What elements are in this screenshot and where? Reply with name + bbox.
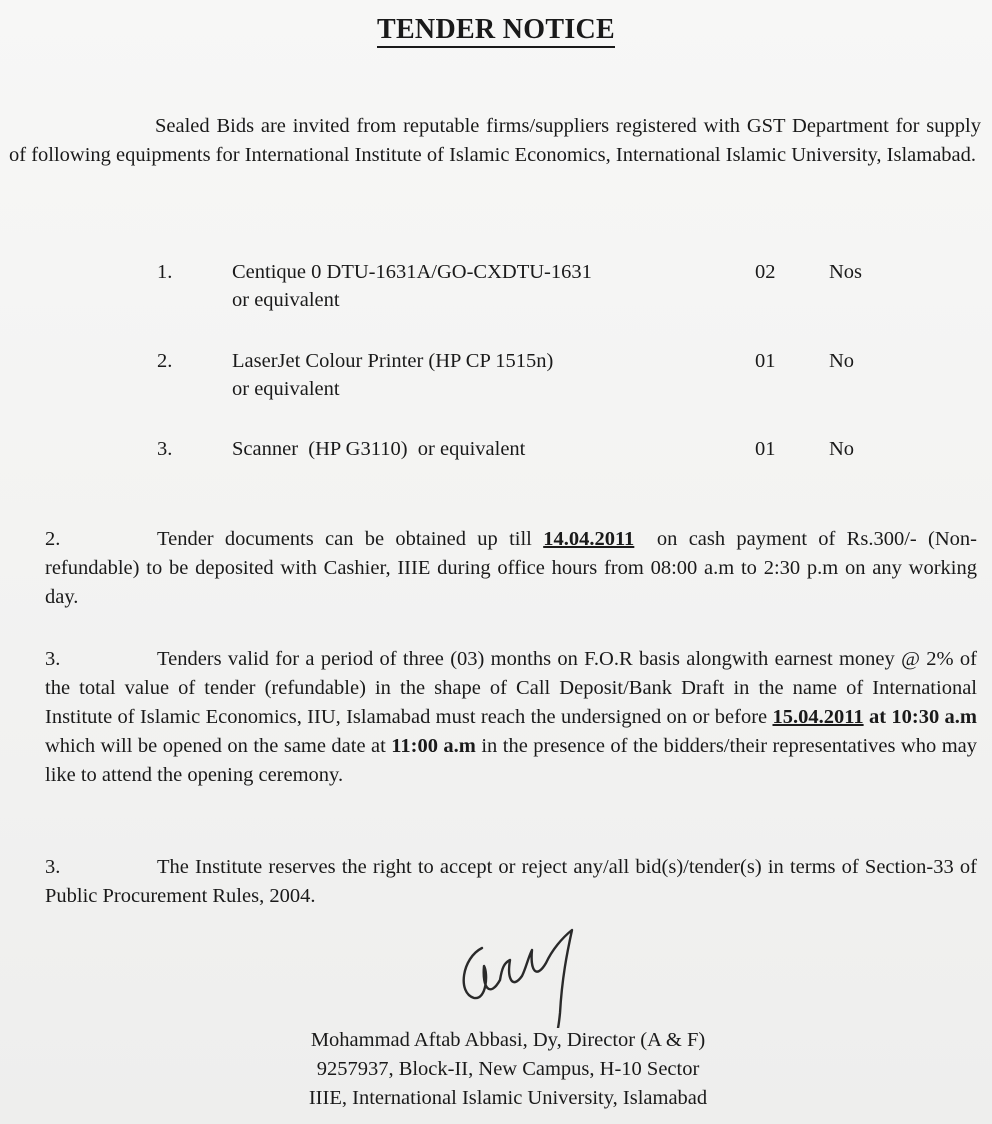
intro-text: Sealed Bids are invited from reputable firms/suppliers registered with GST Department for supply of following equipments for International Institute of Islamic Economics, International Islamic University, Islamabad.	[9, 115, 981, 166]
section-rights: 3. The Institute reserves the right to accept or reject any/all bid(s)/tender(s) in terms of Section-33 of Public Procurement Rules, 2004.	[45, 853, 977, 911]
item-number: 2.	[157, 350, 173, 372]
opening-time: 11:00 a.m	[391, 735, 476, 757]
signatory-contact: 9257937, Block-II, New Campus, H-10 Sector	[316, 1058, 700, 1080]
item-quantity: 01	[755, 438, 776, 460]
section-tender-validity: 3. Tenders valid for a period of three (03) months on F.O.R basis alongwith earnest money @ 2% of the total value of tender (refundable) in the shape of Call Deposit/Bank Draft in the name of International Institute of Islamic Economics, IIU, Islamabad must reach the undersigned on or before 15.04.2011 at 10:30 a.m which will be opened on the same date at 11:00 a.m in the presence of the bidders/their representatives who may like to attend the opening ceremony.	[45, 645, 977, 790]
section-number: 2.	[45, 528, 61, 550]
section-documents: 2. Tender documents can be obtained up till 14.04.2011 on cash payment of Rs.300/- (Non-refundable) to be deposited with Cashier, IIIE during office hours from 08:00 a.m to 2:30 p.m on any working day.	[45, 525, 977, 612]
item-unit: No	[829, 438, 855, 460]
intro-paragraph	[9, 112, 981, 170]
signatory-name: Mohammad Aftab Abbasi, Dy, Director (A & F)	[310, 1029, 706, 1051]
submission-date: 15.04.2011	[772, 706, 864, 728]
item-description: Centique 0 DTU-1631A/GO-CXDTU-1631 or equivalent	[232, 261, 592, 311]
section-number: 3.	[45, 856, 61, 878]
item-description: Scanner (HP G3110) or equivalent	[232, 438, 526, 460]
section-number: 3.	[45, 648, 61, 670]
item-number: 1.	[157, 261, 173, 283]
signatory-institution: IIIE, International Islamic University, Islamabad	[308, 1087, 708, 1109]
item-quantity: 02	[755, 261, 776, 283]
handwritten-signature	[452, 918, 602, 1028]
page-title: TENDER NOTICE	[0, 14, 992, 46]
deadline-date: 14.04.2011	[543, 528, 635, 550]
item-number: 3.	[157, 438, 173, 460]
item-unit: Nos	[829, 261, 863, 283]
item-unit: No	[829, 350, 855, 372]
item-description: LaserJet Colour Printer (HP CP 1515n) or equivalent	[232, 350, 554, 400]
item-quantity: 01	[755, 350, 776, 372]
signatory-block	[0, 1026, 992, 1113]
submission-time: at 10:30 a.m	[863, 706, 977, 728]
